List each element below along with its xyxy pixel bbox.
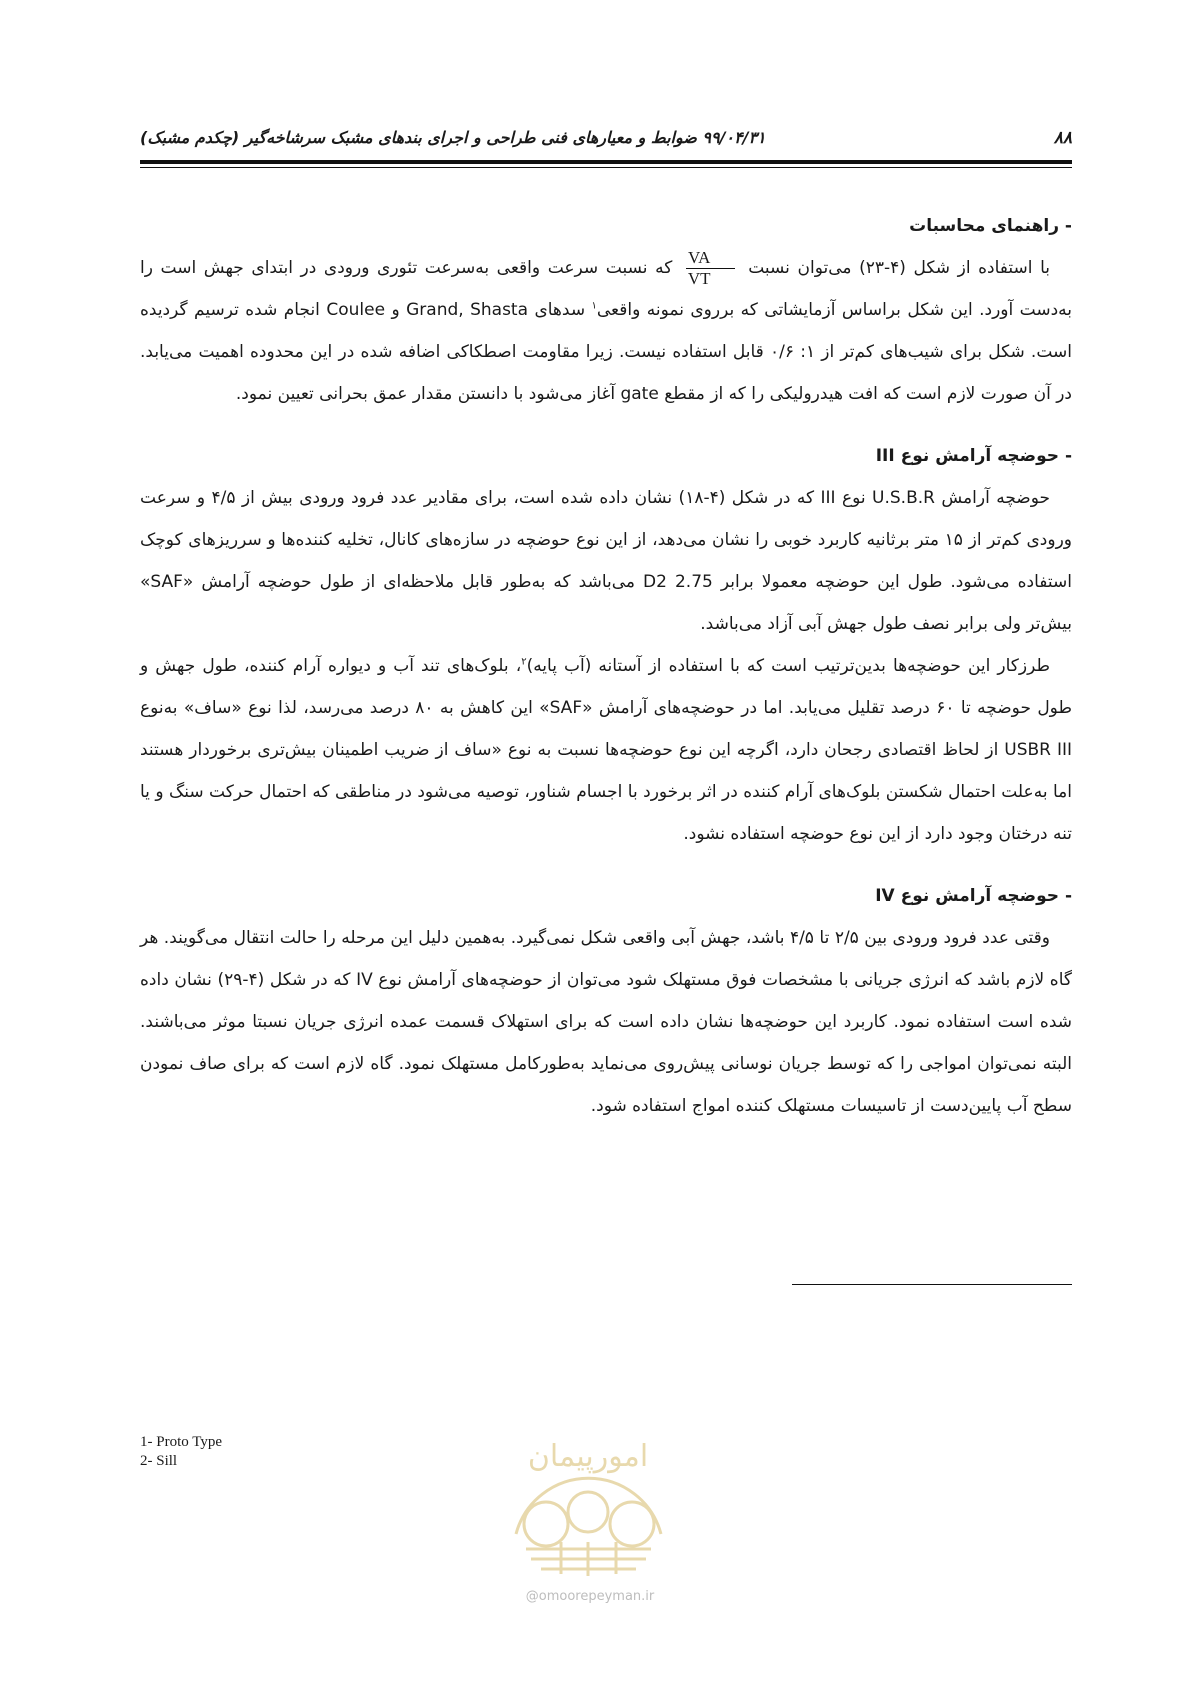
text-segment: ، بلوک‌های تند آب و دیواره آرام کننده، طول جهش و طول حوضچه تا ۶۰ درصد تقلیل می‌یابد. اما در حوضچه‌های آرامش «SAF» این کاهش به ۸۰ درصد می‌رسد، لذا نوع «ساف» به‌نوع USBR III از لحاظ اقتصادی رجحان دارد، اگرچه این نوع حوضچه‌ها نسبت به نوع «ساف از ضریب اطمینان بیش‌تری برخوردار هستند اما به‌علت احتمال شکستن بلوک‌های آرام کننده در اثر برخورد با اجسام شناور، توصیه می‌شود در مناطقی که احتمال حرکت سنگ و یا تنه درختان وجود دارد از این نوع حوضچه استفاده نشود.: [140, 656, 1072, 844]
fraction-denominator: VT: [687, 268, 711, 288]
watermark-logo-text: امورپیمان: [527, 1439, 649, 1474]
running-title: ۹۹/۰۴/۳۱ ضوابط و معیارهای فنی طراحی و اجرای بندهای مشبک سرشاخه‌گیر (چکدم مشبک): [140, 128, 766, 147]
paragraph-basin-iv: وقتی عدد فرود ورودی بین ۲/۵ تا ۴/۵ باشد، جهش آبی واقعی شکل نمی‌گیرد. به‌همین دلیل این مرحله را حالت انتقال می‌گویند. هر گاه لازم باشد که انرژی جریانی با مشخصات فوق مستهلک شود می‌توان از حوضچه‌های آرامش نوع IV که در شکل (۴-۲۹) نشان داده شده است استفاده نمود. کاربرد این حوضچه‌ها نشان داده است که برای استهلاک قسمت عمده انرژی جریان نسبتا موثر می‌باشند. البته نمی‌توان امواجی را که توسط جریان نوسانی پیش‌روی می‌نماید به‌طورکامل مستهلک نمود. گاه لازم است که برای صاف نمودن سطح آب پایین‌دست از تاسیسات مستهلک کننده امواج استفاده شود.: [140, 928, 1072, 1116]
heading-basin-type-iii: - حوضچه آرامش نوع III: [875, 446, 1072, 466]
text-segment: سدهای Grand, Shasta و Coulee انجام شده ترسیم گردیده است. شکل برای شیب‌های کم‌تر از ۱: ۰/۶ قابل استفاده نیست. زیرا مقاومت اصطکاکی اضافه شده در این محدوده اهمیت می‌یابد. در آن صورت لازم است که افت هیدرولیکی را که از مقطع gate آغاز می‌شود با دانستن مقدار عمق بحرانی تعیین نمود.: [140, 300, 1072, 404]
footnotes: [140, 1433, 222, 1471]
text-segment: طرزکار این حوضچه‌ها بدین‌ترتیب است که با استفاده از آستانه (آب پایه): [526, 656, 1050, 676]
footnote-1: 1- Proto Type: [140, 1434, 223, 1450]
page-header: [140, 124, 1072, 154]
footnote-ref-2: ۲: [521, 656, 527, 668]
paragraph-calculation-guide: [140, 247, 1072, 415]
velocity-ratio-fraction: [686, 248, 735, 289]
heading-calculation-guide: - راهنمای محاسبات: [909, 216, 1072, 236]
watermark-site: @omoorepeyman.ir: [525, 1589, 655, 1604]
footnote-ref-1: ۱: [591, 300, 597, 312]
paragraph-basin-iii-2: [140, 645, 1072, 855]
watermark-logo: [486, 1414, 691, 1579]
heading-basin-type-iv: - حوضچه آرامش نوع IV: [875, 886, 1072, 906]
text-segment: با استفاده از شکل (۴-۲۳) می‌توان نسبت: [748, 258, 1051, 278]
header-rule-thin: [140, 167, 1072, 168]
fraction-numerator: VA: [686, 248, 735, 269]
text-segment: که نسبت سرعت واقعی به‌سرعت تئوری ورودی در ابتدای جهش است را به‌دست آورد. این شکل براساس آزمایشاتی که برروی نمونه واقعی: [140, 258, 1072, 320]
page-number: ۸۸: [1053, 128, 1072, 148]
header-rule-thick: [140, 160, 1072, 164]
document-body: [140, 205, 1072, 1127]
footnote-separator: [792, 1284, 1072, 1285]
paragraph-basin-iii-1: حوضچه آرامش U.S.B.R نوع III که در شکل (۴-۱۸) نشان داده شده است، برای مقادیر عدد فرود ورودی بیش از ۴/۵ و سرعت ورودی کم‌تر از ۱۵ متر برثانیه کاربرد خوبی را نشان می‌دهد، از این نوع حوضچه در سازه‌های کانال، تخلیه کننده‌ها و سرریزهای کوچک استفاده می‌شود. طول این حوضچه معمولا برابر 2.75 D2 می‌باشد که به‌طور قابل ملاحظه‌ای از طول حوضچه آرامش «SAF» بیش‌تر ولی برابر نصف طول جهش آبی آزاد می‌باشد.: [140, 488, 1073, 634]
footnote-2: 2- Sill: [140, 1453, 178, 1469]
